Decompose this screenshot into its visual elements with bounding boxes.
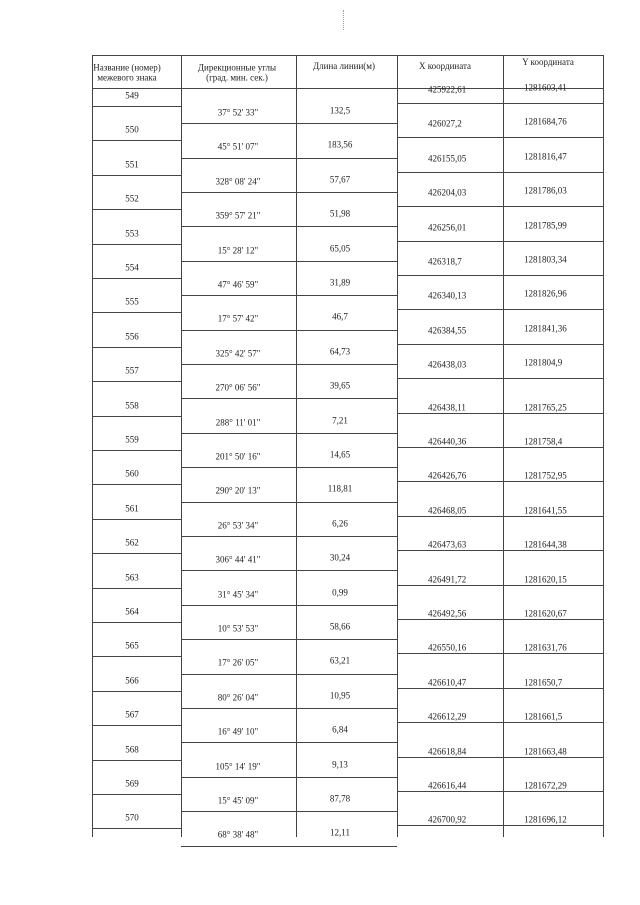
point-name: 552 <box>125 193 139 204</box>
x-coordinate: 426426,76 <box>428 470 467 481</box>
row-divider-name <box>92 553 181 554</box>
row-divider-coords <box>397 619 603 620</box>
line-length: 7,21 <box>332 415 348 426</box>
header-top-border <box>92 55 604 56</box>
x-coordinate: 426610,47 <box>428 677 467 688</box>
line-length: 10,95 <box>329 690 351 701</box>
row-divider-name <box>92 140 181 141</box>
row-divider-coords <box>397 172 603 173</box>
row-divider-segment <box>181 674 397 675</box>
point-name: 568 <box>125 744 139 755</box>
x-coordinate: 426027,2 <box>428 118 462 129</box>
row-divider-coords <box>397 688 603 689</box>
point-name: 553 <box>125 228 139 239</box>
row-divider-coords <box>397 103 603 104</box>
row-divider-segment <box>181 502 397 503</box>
row-divider-name <box>92 312 181 313</box>
direction-angle: 328° 08' 24" <box>215 176 261 187</box>
y-coordinate: 1281696,12 <box>524 814 567 825</box>
x-coordinate: 426440,36 <box>428 436 467 447</box>
direction-angle: 47° 46' 59" <box>217 279 259 290</box>
line-length: 63,21 <box>329 655 351 666</box>
x-coordinate: 426492,56 <box>428 608 467 619</box>
row-divider-segment <box>181 123 397 124</box>
direction-angle: 10° 53' 53" <box>217 623 259 634</box>
x-coordinate: 426468,05 <box>428 505 467 516</box>
header-direction-angle <box>198 63 276 84</box>
row-divider-segment <box>181 811 397 812</box>
direction-angle: 290° 20' 13" <box>215 485 261 496</box>
y-coordinate: 1281826,96 <box>524 288 567 299</box>
y-coordinate: 1281804,9 <box>524 357 563 368</box>
direction-angle: 26° 53' 34" <box>217 520 259 531</box>
header-y-coordinate: Y координата <box>522 56 574 67</box>
row-divider-name <box>92 381 181 382</box>
x-coordinate: 426616,44 <box>428 780 467 791</box>
x-coordinate: 426491,72 <box>428 574 467 585</box>
row-divider-coords <box>397 447 603 448</box>
line-length: 12,11 <box>330 827 350 838</box>
row-divider-name <box>92 588 181 589</box>
x-coordinate: 426473,63 <box>428 539 467 550</box>
row-divider-name <box>92 450 181 451</box>
line-length: 46,7 <box>332 311 348 322</box>
row-divider-segment <box>181 330 397 331</box>
row-divider-segment <box>181 398 397 399</box>
direction-angle: 31° 45' 34" <box>217 589 259 600</box>
row-divider-segment <box>181 605 397 606</box>
row-divider-name <box>92 828 181 829</box>
header-x-coordinate: X координата <box>418 60 472 71</box>
point-name: 562 <box>125 537 139 548</box>
row-divider-name <box>92 794 181 795</box>
row-divider-coords <box>397 344 603 345</box>
row-divider-coords <box>397 481 603 482</box>
x-coordinate: 426438,11 <box>428 402 466 413</box>
row-divider-name <box>92 347 181 348</box>
line-length: 6,84 <box>332 724 348 735</box>
x-coordinate: 426612,29 <box>428 711 467 722</box>
row-divider-coords <box>397 585 603 586</box>
point-name: 570 <box>125 812 139 823</box>
line-length: 64,73 <box>329 346 351 357</box>
direction-angle: 201° 50' 16" <box>215 451 261 462</box>
column-separator <box>92 55 93 837</box>
row-divider-segment <box>181 846 397 847</box>
row-divider-name <box>92 244 181 245</box>
row-divider-name <box>92 622 181 623</box>
row-divider-segment <box>181 158 397 159</box>
x-coordinate: 426256,01 <box>428 222 467 233</box>
row-divider-name <box>92 209 181 210</box>
line-length: 14,65 <box>329 449 351 460</box>
point-name: 560 <box>125 468 139 479</box>
y-coordinate: 1281672,29 <box>524 780 567 791</box>
point-name: 569 <box>125 778 139 789</box>
line-length: 0,99 <box>332 587 348 598</box>
row-divider-name <box>92 691 181 692</box>
point-name: 554 <box>125 262 139 273</box>
line-length: 31,89 <box>329 277 351 288</box>
y-coordinate: 1281752,95 <box>524 470 567 481</box>
row-divider-segment <box>181 536 397 537</box>
y-coordinate: 1281603,41 <box>524 82 567 93</box>
point-name: 558 <box>125 400 139 411</box>
point-name: 559 <box>125 434 139 445</box>
direction-angle: 359° 57' 21" <box>215 210 261 221</box>
line-length: 57,67 <box>329 174 351 185</box>
line-length: 183,56 <box>327 139 353 150</box>
direction-angle: 325° 42' 57" <box>215 348 261 359</box>
x-coordinate: 426438,03 <box>428 359 467 370</box>
row-divider-coords <box>397 137 603 138</box>
point-name: 563 <box>125 572 139 583</box>
point-name: 555 <box>125 296 139 307</box>
y-coordinate: 1281641,55 <box>524 505 567 516</box>
point-name: 551 <box>125 159 139 170</box>
point-name: 566 <box>125 675 139 686</box>
y-coordinate: 1281620,15 <box>524 574 567 585</box>
header-point-name <box>93 63 160 84</box>
x-coordinate: 426700,92 <box>428 814 467 825</box>
column-separator <box>181 55 182 837</box>
y-coordinate: 1281803,34 <box>524 254 567 265</box>
row-divider-coords <box>397 825 603 826</box>
y-coordinate: 1281661,5 <box>524 711 563 722</box>
direction-angle: 45° 51' 07" <box>217 141 259 152</box>
row-divider-segment <box>181 639 397 640</box>
y-coordinate: 1281620,67 <box>524 608 567 619</box>
y-coordinate: 1281644,38 <box>524 539 567 550</box>
row-divider-segment <box>181 570 397 571</box>
row-divider-segment <box>181 192 397 193</box>
row-divider-coords <box>397 241 603 242</box>
y-coordinate: 1281663,48 <box>524 746 567 757</box>
point-name: 567 <box>125 709 139 720</box>
point-name: 565 <box>125 640 139 651</box>
direction-angle: 105° 14' 19" <box>215 761 261 772</box>
header-line-length: Длина линии(м) <box>313 60 375 71</box>
point-name: 549 <box>125 90 139 101</box>
row-divider-segment <box>181 364 397 365</box>
header-direction-angle-line1: Дирекционные углы <box>197 62 277 73</box>
row-divider-segment <box>181 742 397 743</box>
point-name: 550 <box>125 124 139 135</box>
column-separator <box>603 55 604 837</box>
row-divider-name <box>92 484 181 485</box>
row-divider-coords <box>397 275 603 276</box>
point-name: 561 <box>125 503 139 514</box>
x-coordinate: 426550,16 <box>428 642 467 653</box>
y-coordinate: 1281758,4 <box>524 436 563 447</box>
row-divider-name <box>92 278 181 279</box>
line-length: 6,26 <box>332 518 348 529</box>
x-coordinate: 426318,7 <box>428 256 462 267</box>
x-coordinate: 426155,05 <box>428 153 467 164</box>
y-coordinate: 1281631,76 <box>524 642 567 653</box>
header-direction-angle-line2: (град. мин. сек.) <box>206 73 268 83</box>
direction-angle: 15° 45' 09" <box>217 795 259 806</box>
x-coordinate: 426384,55 <box>428 325 467 336</box>
point-name: 557 <box>125 365 139 376</box>
row-divider-segment <box>181 467 397 468</box>
direction-angle: 17° 57' 42" <box>217 313 259 324</box>
direction-angle: 306° 44' 41" <box>215 554 261 565</box>
direction-angle: 80° 26' 04" <box>217 692 259 703</box>
point-name: 564 <box>125 606 139 617</box>
row-divider-coords <box>397 791 603 792</box>
row-divider-coords <box>397 653 603 654</box>
x-coordinate: 426618,84 <box>428 746 467 757</box>
y-coordinate: 1281841,36 <box>524 323 567 334</box>
direction-angle: 270° 06' 56" <box>215 382 261 393</box>
direction-angle: 37° 52' 33" <box>217 107 259 118</box>
direction-angle: 15° 28' 12" <box>217 245 259 256</box>
y-coordinate: 1281765,25 <box>524 402 567 413</box>
row-divider-coords <box>397 413 603 414</box>
scan-artifact <box>343 10 345 30</box>
y-coordinate: 1281786,03 <box>524 185 567 196</box>
y-coordinate: 1281816,47 <box>524 151 567 162</box>
line-length: 39,65 <box>329 380 351 391</box>
row-divider-name <box>92 760 181 761</box>
line-length: 51,98 <box>329 208 351 219</box>
row-divider-coords <box>397 550 603 551</box>
row-divider-name <box>92 725 181 726</box>
row-divider-coords <box>397 206 603 207</box>
row-divider-name <box>92 175 181 176</box>
point-name: 556 <box>125 331 139 342</box>
row-divider-name <box>92 106 181 107</box>
row-divider-name <box>92 416 181 417</box>
row-divider-name <box>92 656 181 657</box>
direction-angle: 17° 26' 05" <box>217 657 259 668</box>
y-coordinate: 1281684,76 <box>524 116 567 127</box>
x-coordinate: 425922,61 <box>428 84 467 95</box>
line-length: 9,13 <box>332 759 348 770</box>
row-divider-coords <box>397 309 603 310</box>
row-divider-coords <box>397 757 603 758</box>
row-divider-segment <box>181 708 397 709</box>
x-coordinate: 426340,13 <box>428 290 467 301</box>
y-coordinate: 1281650,7 <box>524 677 563 688</box>
row-divider-segment <box>181 433 397 434</box>
column-separator <box>296 55 297 837</box>
line-length: 58,66 <box>329 621 351 632</box>
line-length: 132,5 <box>329 105 351 116</box>
row-divider-segment <box>181 261 397 262</box>
row-divider-coords <box>397 378 603 379</box>
line-length: 87,78 <box>329 793 351 804</box>
row-divider-coords <box>397 516 603 517</box>
row-divider-segment <box>181 777 397 778</box>
row-divider-segment <box>181 295 397 296</box>
line-length: 118,81 <box>327 483 353 494</box>
header-point-name-line2: межевого знака <box>97 73 157 83</box>
row-divider-coords <box>397 722 603 723</box>
y-coordinate: 1281785,99 <box>524 220 567 231</box>
x-coordinate: 426204,03 <box>428 187 467 198</box>
row-divider-segment <box>181 226 397 227</box>
direction-angle: 288° 11' 01" <box>215 417 261 428</box>
row-divider-name <box>92 519 181 520</box>
line-length: 65,05 <box>329 243 351 254</box>
line-length: 30,24 <box>329 552 351 563</box>
direction-angle: 16° 49' 10" <box>217 726 259 737</box>
header-point-name-line1: Название (номер) <box>93 62 161 73</box>
direction-angle: 68° 38' 48" <box>217 829 259 840</box>
